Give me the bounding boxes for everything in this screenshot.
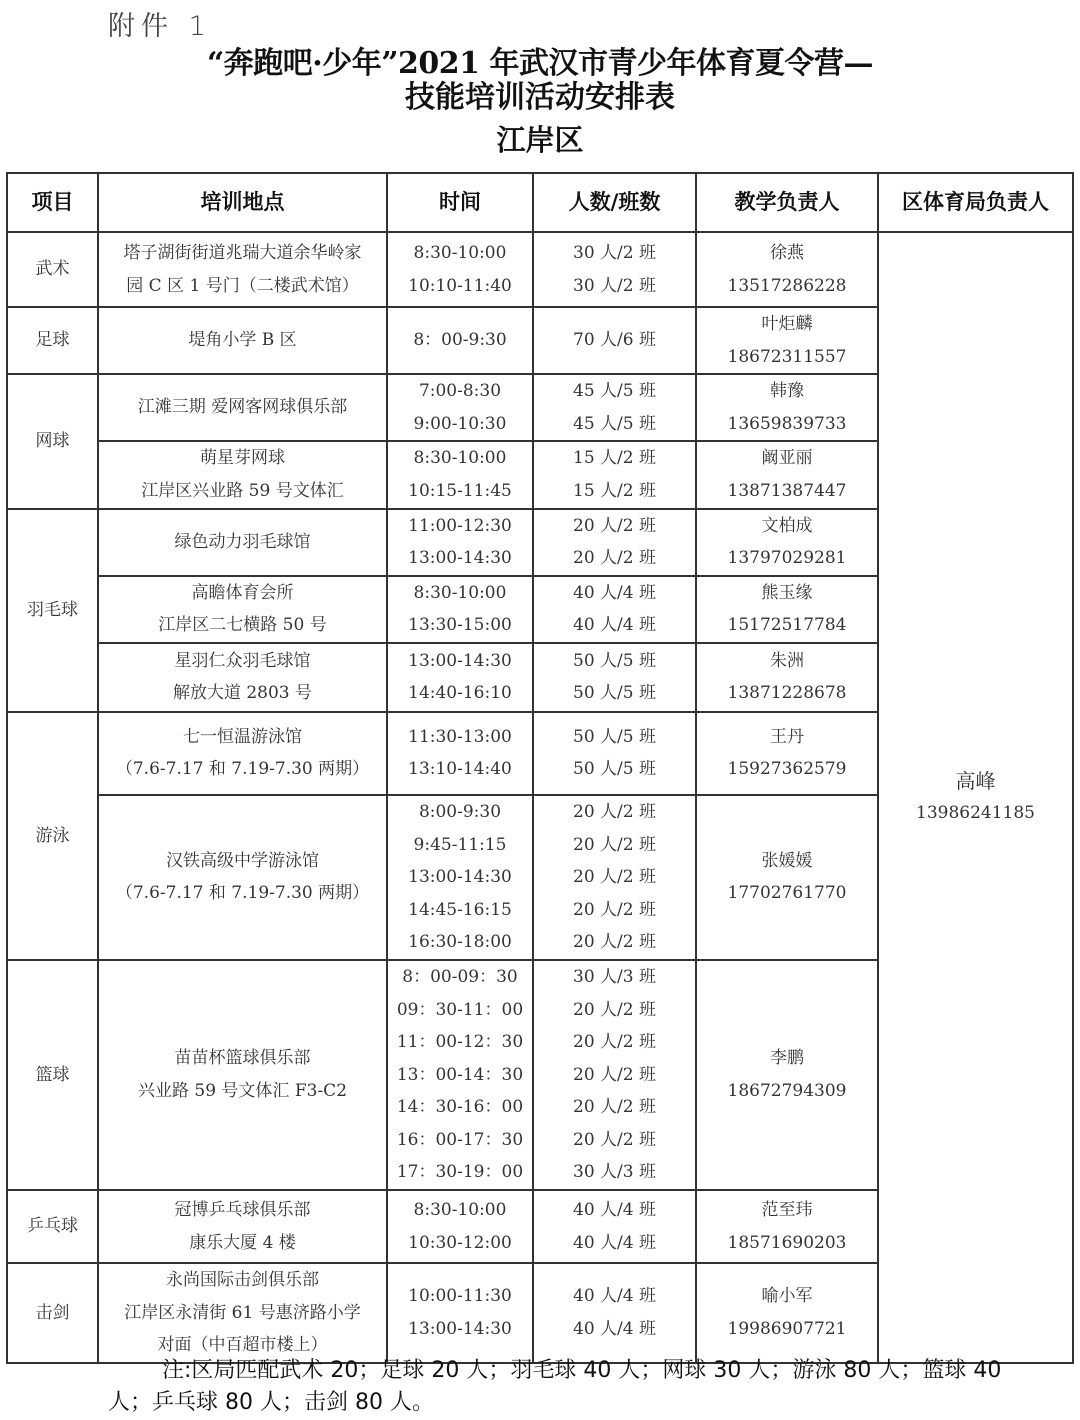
coach-cell: 阚亚丽 13871387447: [696, 441, 878, 508]
sport-cell: 游泳: [7, 712, 98, 960]
district-contact-cell: 高峰 13986241185: [878, 232, 1073, 1363]
table-row: [7, 232, 1073, 307]
time-cell: 10:00-11:30 13:00-14:30: [387, 1263, 533, 1363]
header-sport: 项目: [7, 173, 98, 232]
sport-cell: 乒乓球: [7, 1190, 98, 1263]
sport-cell: 武术: [7, 232, 98, 307]
coach-cell: 王丹 15927362579: [696, 712, 878, 795]
table-header-row: [7, 173, 1073, 232]
time-cell: 13:00-14:30 14:40-16:10: [387, 643, 533, 712]
capacity-cell: 40 人/4 班 40 人/4 班: [533, 1190, 696, 1263]
location-cell: 汉铁高级中学游泳馆 （7.6-7.17 和 7.19-7.30 两期）: [98, 795, 387, 960]
capacity-cell: 45 人/5 班 45 人/5 班: [533, 374, 696, 441]
schedule-table: [6, 172, 1074, 1364]
coach-cell: 叶炬麟 18672311557: [696, 307, 878, 374]
header-capacity: 人数/班数: [533, 173, 696, 232]
document-title-line2: 技能培训活动安排表: [405, 80, 675, 115]
capacity-cell: 40 人/4 班 40 人/4 班: [533, 1263, 696, 1363]
capacity-cell: 15 人/2 班 15 人/2 班: [533, 441, 696, 508]
location-cell: 七一恒温游泳馆 （7.6-7.17 和 7.19-7.30 两期）: [98, 712, 387, 795]
district-heading: 江岸区: [496, 123, 584, 157]
coach-cell: 张媛媛 17702761770: [696, 795, 878, 960]
location-cell: 堤角小学 B 区: [98, 307, 387, 374]
location-cell: 苗苗杯篮球俱乐部 兴业路 59 号文体汇 F3-C2: [98, 960, 387, 1190]
location-cell: 高瞻体育会所 江岸区二七横路 50 号: [98, 576, 387, 643]
capacity-cell: 30 人/3 班 20 人/2 班 20 人/2 班 20 人/2 班 20 人/2 班 20 人/2 班 30 人/3 班: [533, 960, 696, 1190]
location-cell: 永尚国际击剑俱乐部 江岸区永清街 61 号惠济路小学 对面（中百超市楼上）: [98, 1263, 387, 1363]
location-cell: 塔子湖街街道兆瑞大道余华岭家 园 C 区 1 号门（二楼武术馆）: [98, 232, 387, 307]
capacity-cell: 30 人/2 班 30 人/2 班: [533, 232, 696, 307]
coach-cell: 徐燕 13517286228: [696, 232, 878, 307]
coach-cell: 喻小军 19986907721: [696, 1263, 878, 1363]
capacity-cell: 20 人/2 班 20 人/2 班: [533, 509, 696, 576]
time-cell: 8:30-10:00 13:30-15:00: [387, 576, 533, 643]
coach-cell: 范至玮 18571690203: [696, 1190, 878, 1263]
footnote: 注:区局匹配武术 20；足球 20 人；羽毛球 40 人；网球 30 人；游泳 80 人；篮球 40 人；乒乓球 80 人；击剑 80 人。: [108, 1358, 1002, 1415]
sport-cell: 篮球: [7, 960, 98, 1190]
attachment-label: 附件 1: [108, 11, 212, 42]
location-cell: 绿色动力羽毛球馆: [98, 509, 387, 576]
time-cell: 8:30-10:00 10:10-11:40: [387, 232, 533, 307]
capacity-cell: 70 人/6 班: [533, 307, 696, 374]
capacity-cell: 40 人/4 班 40 人/4 班: [533, 576, 696, 643]
location-cell: 星羽仁众羽毛球馆 解放大道 2803 号: [98, 643, 387, 712]
time-cell: 8:00-9:30 9:45-11:15 13:00-14:30 14:45-16:15 16:30-18:00: [387, 795, 533, 960]
sport-cell: 足球: [7, 307, 98, 374]
header-coach: 教学负责人: [696, 173, 878, 232]
sport-cell: 击剑: [7, 1263, 98, 1363]
location-cell: 冠博乒乓球俱乐部 康乐大厦 4 楼: [98, 1190, 387, 1263]
coach-cell: 朱洲 13871228678: [696, 643, 878, 712]
header-time: 时间: [387, 173, 533, 232]
capacity-cell: 50 人/5 班 50 人/5 班: [533, 643, 696, 712]
time-cell: 11:30-13:00 13:10-14:40: [387, 712, 533, 795]
time-cell: 8：00-09：30 09：30-11：00 11：00-12：30 13：00-14：30 14：30-16：00 16：00-17：30 17：30-19：00: [387, 960, 533, 1190]
sport-cell: 羽毛球: [7, 509, 98, 712]
time-cell: 8:30-10:00 10:30-12:00: [387, 1190, 533, 1263]
capacity-cell: 20 人/2 班 20 人/2 班 20 人/2 班 20 人/2 班 20 人/2 班: [533, 795, 696, 960]
coach-cell: 熊玉缘 15172517784: [696, 576, 878, 643]
header-district-contact: 区体育局负责人: [878, 173, 1073, 232]
time-cell: 8:30-10:00 10:15-11:45: [387, 441, 533, 508]
coach-cell: 文柏成 13797029281: [696, 509, 878, 576]
location-cell: 江滩三期 爱网客网球俱乐部: [98, 374, 387, 441]
capacity-cell: 50 人/5 班 50 人/5 班: [533, 712, 696, 795]
time-cell: 8：00-9:30: [387, 307, 533, 374]
header-location: 培训地点: [98, 173, 387, 232]
sport-cell: 网球: [7, 374, 98, 508]
time-cell: 11:00-12:30 13:00-14:30: [387, 509, 533, 576]
document-title-line1: “奔跑吧·少年”2021 年武汉市青少年体育夏令营—: [207, 46, 873, 81]
time-cell: 7:00-8:30 9:00-10:30: [387, 374, 533, 441]
coach-cell: 韩豫 13659839733: [696, 374, 878, 441]
coach-cell: 李鹏 18672794309: [696, 960, 878, 1190]
location-cell: 萌星芽网球 江岸区兴业路 59 号文体汇: [98, 441, 387, 508]
